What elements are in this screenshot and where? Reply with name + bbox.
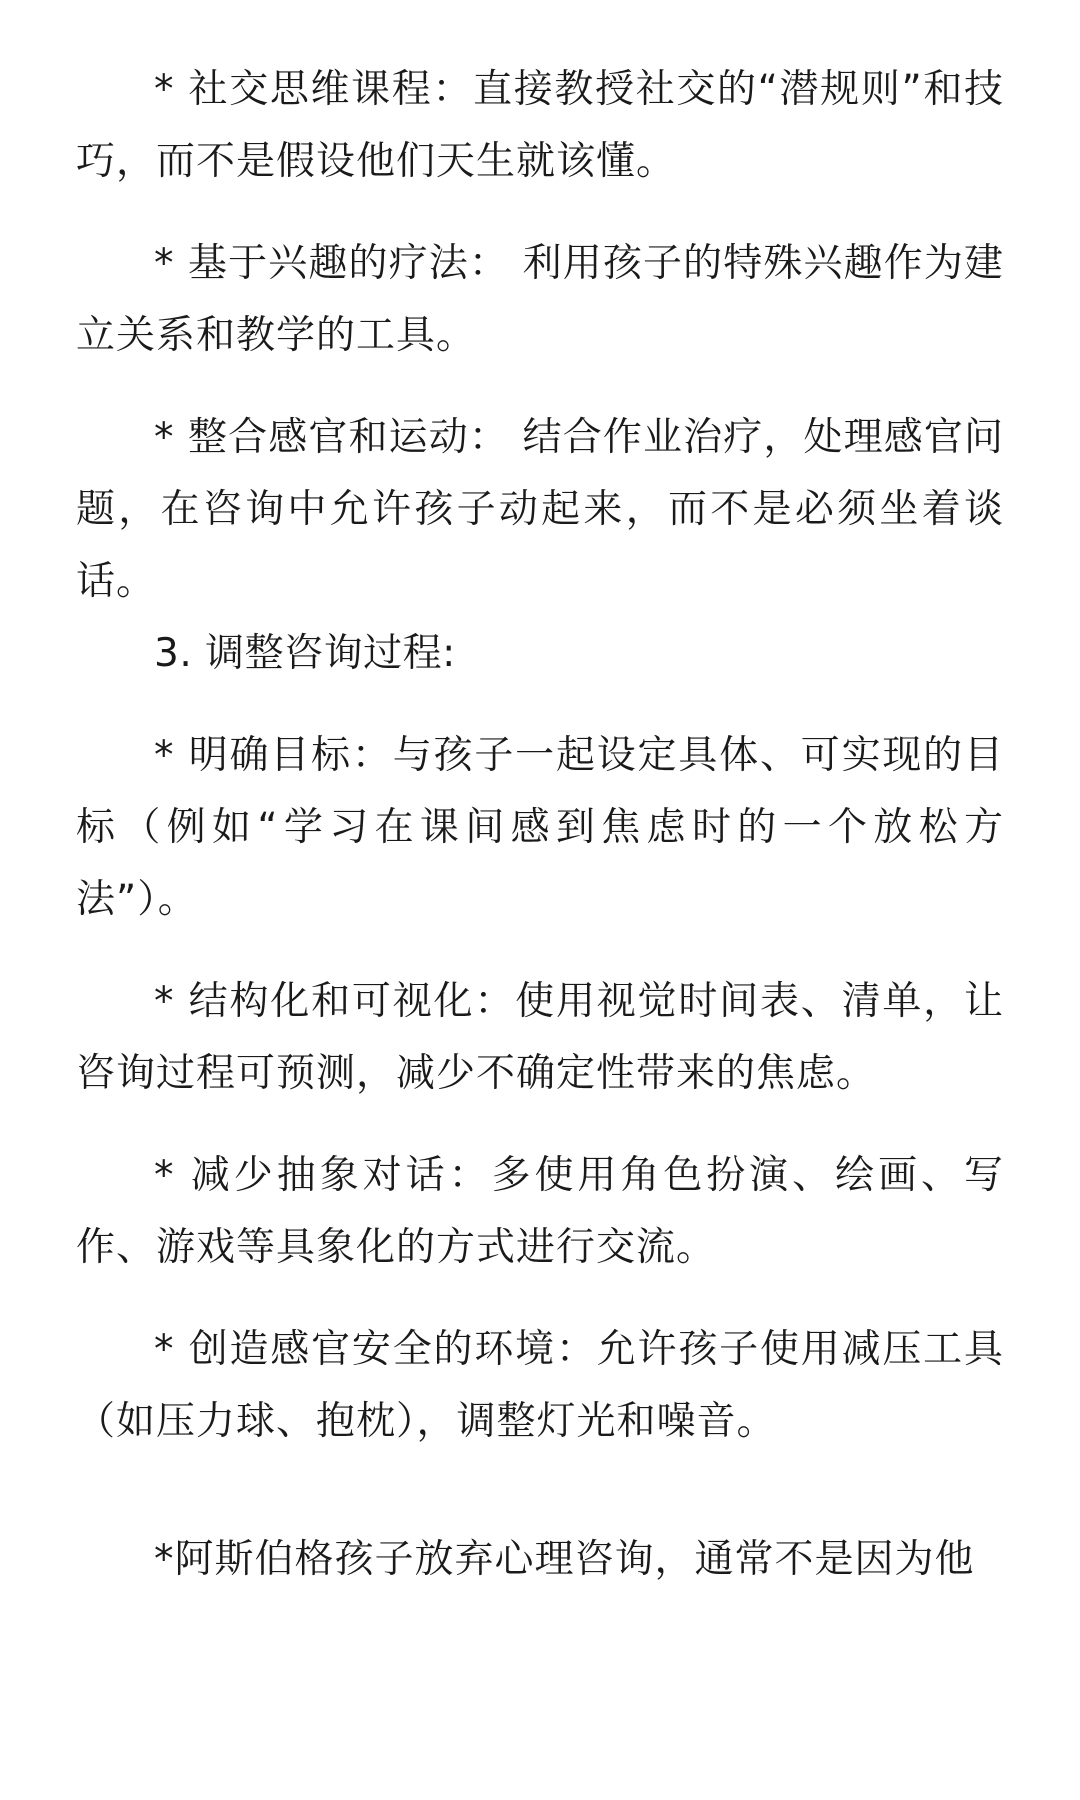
paragraph-social-thinking: * 社交思维课程：直接教授社交的“潜规则”和技巧，而不是假设他们天生就该懂。	[76, 67, 1004, 184]
paragraph-reduce-abstract: * 减少抽象对话：多使用角色扮演、绘画、写作、游戏等具象化的方式进行交流。	[76, 1153, 1004, 1270]
paragraph-clear-goals: * 明确目标：与孩子一起设定具体、可实现的目标（例如“学习在课间感到焦虑时的一个放松方法”）。	[76, 733, 1004, 922]
paragraph-sensory-motor: * 整合感官和运动： 结合作业治疗，处理感官问题，在咨询中允许孩子动起来，而不是必须坐着谈话。	[76, 415, 1004, 604]
paragraph-sensory-safe: * 创造感官安全的环境：允许孩子使用减压工具（如压力球、抱枕），调整灯光和噪音。	[76, 1327, 1004, 1444]
paragraph-closing: *阿斯伯格孩子放弃心理咨询，通常不是因为他	[154, 1537, 975, 1582]
paragraph-structure-visual: * 结构化和可视化：使用视觉时间表、清单，让咨询过程可预测，减少不确定性带来的焦虑。	[76, 979, 1004, 1096]
section-heading: 3. 调整咨询过程:	[154, 631, 456, 676]
paragraph-interest-therapy: * 基于兴趣的疗法： 利用孩子的特殊兴趣作为建立关系和教学的工具。	[76, 241, 1004, 358]
article-body	[76, 54, 1004, 1596]
